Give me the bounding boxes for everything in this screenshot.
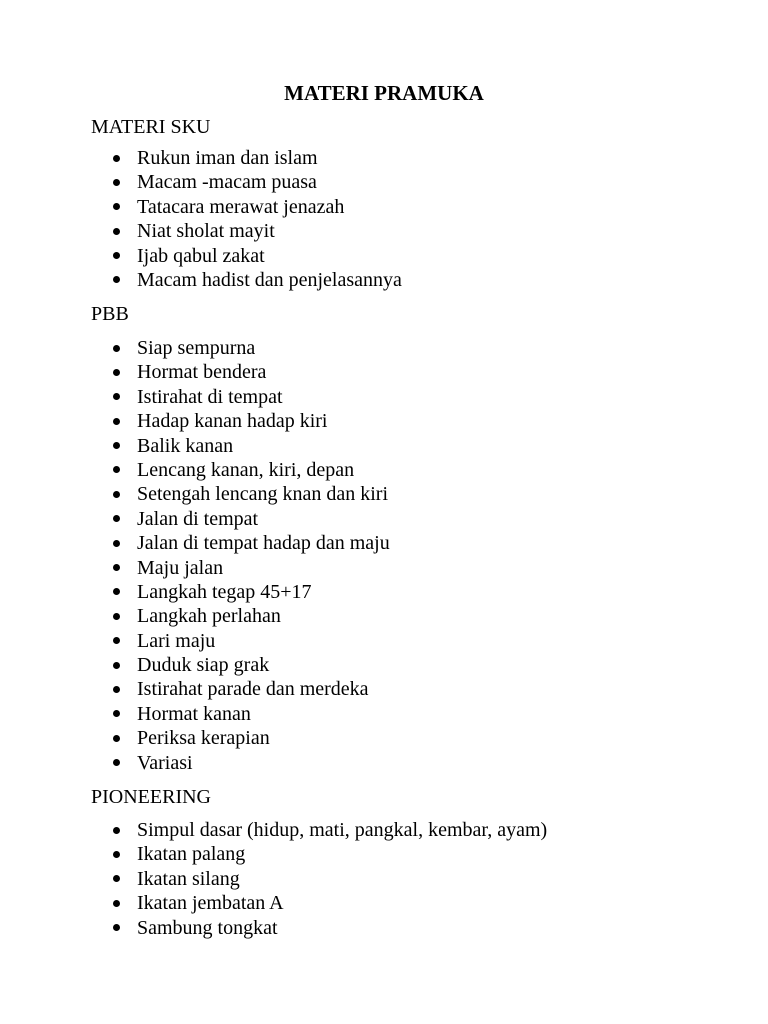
bullet-icon	[113, 662, 120, 669]
list-item	[91, 219, 402, 243]
document-title: MATERI PRAMUKA	[284, 81, 484, 105]
bullet-icon	[113, 491, 120, 498]
list-item-text: Langkah tegap 45+17	[137, 580, 312, 603]
list-item-text: Jalan di tempat	[137, 507, 259, 530]
bullet-icon	[113, 924, 120, 931]
bullet-icon	[113, 851, 120, 858]
list-item	[91, 818, 547, 842]
list-item-text: Hormat bendera	[137, 361, 267, 384]
bullet-icon	[113, 759, 120, 766]
list-item-text: Macam -macam puasa	[137, 171, 317, 194]
list-item-text: Jalan di tempat hadap dan maju	[137, 532, 390, 555]
materi-sku-list	[91, 146, 402, 292]
list-item-text: Hadap kanan hadap kiri	[137, 410, 328, 433]
section-heading-pbb: PBB	[91, 303, 129, 325]
list-item	[91, 170, 402, 194]
list-item	[91, 842, 547, 866]
bullet-icon	[113, 564, 120, 571]
list-item	[91, 677, 390, 701]
list-item	[91, 867, 547, 891]
bullet-icon	[113, 252, 120, 259]
bullet-icon	[113, 540, 120, 547]
list-item-text: Siap sempurna	[137, 337, 256, 359]
list-item-text: Simpul dasar (hidup, mati, pangkal, kembar, ayam)	[137, 819, 548, 841]
list-item	[91, 916, 547, 940]
list-item	[91, 146, 402, 170]
bullet-icon	[113, 686, 120, 693]
list-item	[91, 580, 390, 604]
list-item	[91, 409, 390, 433]
list-item-text: Periksa kerapian	[137, 727, 270, 750]
bullet-icon	[113, 588, 120, 595]
bullet-icon	[113, 442, 120, 449]
list-item	[91, 556, 390, 580]
list-item	[91, 458, 390, 482]
list-item-text: Istirahat parade dan merdeka	[137, 678, 369, 701]
bullet-icon	[113, 179, 120, 186]
bullet-icon	[113, 393, 120, 400]
list-item	[91, 891, 547, 915]
list-item	[91, 268, 402, 292]
bullet-icon	[113, 228, 120, 235]
bullet-icon	[113, 155, 120, 162]
list-item	[91, 629, 390, 653]
bullet-icon	[113, 345, 120, 352]
list-item-text: Balik kanan	[137, 434, 234, 457]
bullet-icon	[113, 710, 120, 717]
list-item-text: Duduk siap grak	[137, 654, 270, 677]
list-item-text: Tatacara merawat jenazah	[137, 195, 345, 218]
bullet-icon	[113, 466, 120, 473]
pioneering-list	[91, 818, 547, 940]
bullet-icon	[113, 900, 120, 907]
list-item-text: Rukun iman dan islam	[137, 147, 318, 169]
list-item-text: Lencang kanan, kiri, depan	[137, 458, 355, 481]
list-item-text: Macam hadist dan penjelasannya	[137, 268, 402, 291]
list-item-text: Variasi	[137, 751, 193, 774]
list-item-text: Hormat kanan	[137, 702, 251, 725]
bullet-icon	[113, 875, 120, 882]
bullet-icon	[113, 276, 120, 283]
list-item	[91, 244, 402, 268]
list-item-text: Maju jalan	[137, 556, 224, 579]
list-item	[91, 726, 390, 750]
list-item-text: Niat sholat mayit	[137, 220, 275, 243]
list-item	[91, 195, 402, 219]
list-item	[91, 702, 390, 726]
list-item-text: Lari maju	[137, 629, 216, 652]
list-item-text: Langkah perlahan	[137, 605, 281, 628]
list-item-text: Ikatan jembatan A	[137, 892, 284, 915]
list-item	[91, 336, 390, 360]
list-item	[91, 482, 390, 506]
bullet-icon	[113, 827, 120, 834]
bullet-icon	[113, 418, 120, 425]
bullet-icon	[113, 637, 120, 644]
list-item	[91, 434, 390, 458]
bullet-icon	[113, 613, 120, 620]
list-item	[91, 653, 390, 677]
list-item	[91, 360, 390, 384]
section-heading-materi-sku: MATERI SKU	[91, 116, 211, 138]
list-item-text: Ikatan palang	[137, 843, 246, 866]
list-item	[91, 751, 390, 775]
list-item	[91, 507, 390, 531]
list-item	[91, 385, 390, 409]
bullet-icon	[113, 735, 120, 742]
section-heading-pioneering: PIONEERING	[91, 786, 211, 808]
list-item-text: Setengah lencang knan dan kiri	[137, 483, 389, 506]
pbb-list	[91, 336, 390, 775]
list-item-text: Ikatan silang	[137, 867, 240, 890]
list-item-text: Istirahat di tempat	[137, 385, 283, 408]
list-item	[91, 531, 390, 555]
list-item-text: Sambung tongkat	[137, 916, 278, 939]
list-item-text: Ijab qabul zakat	[137, 244, 265, 267]
bullet-icon	[113, 515, 120, 522]
list-item	[91, 604, 390, 628]
bullet-icon	[113, 369, 120, 376]
bullet-icon	[113, 203, 120, 210]
